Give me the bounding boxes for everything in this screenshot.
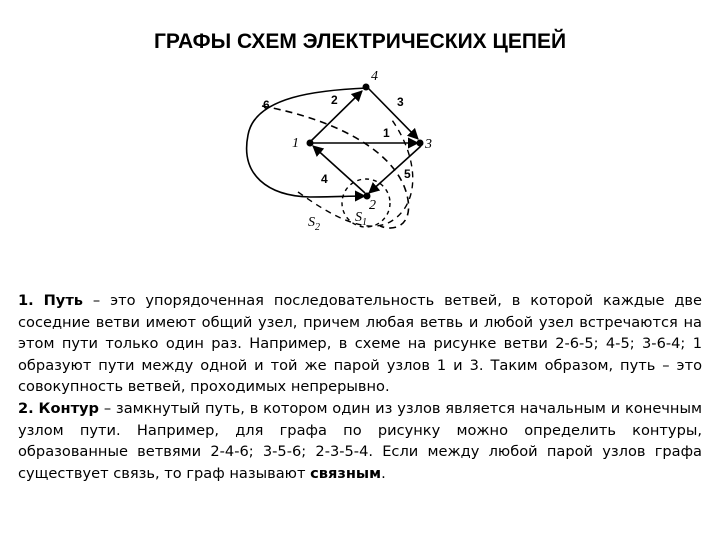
paragraph-1-number: 1. xyxy=(18,292,34,309)
paragraph-contour xyxy=(18,398,702,484)
node-label-1: 1 xyxy=(292,136,299,151)
node-1 xyxy=(307,140,314,147)
section-label-s1-letter: S xyxy=(355,210,362,225)
node-label-3: 3 xyxy=(425,137,432,152)
paragraph-1-text: – это упорядоченная последовательность ветвей, в которой каждые две соседние ветви имеют общий узел, причем любая ветвь и любой узел встречаются на этом пути только один раз. Например, в схеме на рисунке ветви 2-6-5; 4-5; 3-6-4; 1 образуют пути между одной и той же парой узлов 1 и 3. Таким образом, путь – это совокупность ветвей, проходимых непрерывно. xyxy=(18,292,702,396)
section-label-s1-sub: 1 xyxy=(362,217,367,228)
branch-label-2: 2 xyxy=(331,93,338,107)
definitions-text xyxy=(18,290,702,484)
slide-title: ГРАФЫ СХЕМ ЭЛЕКТРИЧЕСКИХ ЦЕПЕЙ xyxy=(153,30,567,53)
term-connected: связным xyxy=(310,464,382,482)
paragraph-2-text: – замкнутый путь, в котором один из узлов является начальным и конечным узлом пути. Например, для графа по рисунку можно определить контуры, образованные ветвями 2-4-6; 3-5-6; 2-3-5-4. Если между любой парой узлов графа существует связь, то граф называют xyxy=(18,399,703,482)
branch-label-3: 3 xyxy=(397,95,404,109)
node-3 xyxy=(417,140,424,147)
branch-label-6: 6 xyxy=(263,98,270,112)
node-label-4: 4 xyxy=(371,69,378,84)
node-4 xyxy=(363,84,370,91)
paragraph-2-number: 2. xyxy=(18,399,34,417)
branch-3-edge xyxy=(368,88,418,139)
section-label-s2-sub: 2 xyxy=(315,222,320,233)
section-label-s2-letter: S xyxy=(308,215,315,230)
branch-label-1: 1 xyxy=(383,126,390,140)
term-path: Путь xyxy=(43,292,84,309)
term-contour: Контур xyxy=(38,399,99,417)
branch-label-5: 5 xyxy=(404,167,411,181)
node-label-2: 2 xyxy=(369,198,376,213)
branch-label-4: 4 xyxy=(321,172,328,186)
paragraph-2-end: . xyxy=(381,464,386,482)
section-label-s2 xyxy=(308,215,320,233)
paragraph-path xyxy=(18,290,702,398)
